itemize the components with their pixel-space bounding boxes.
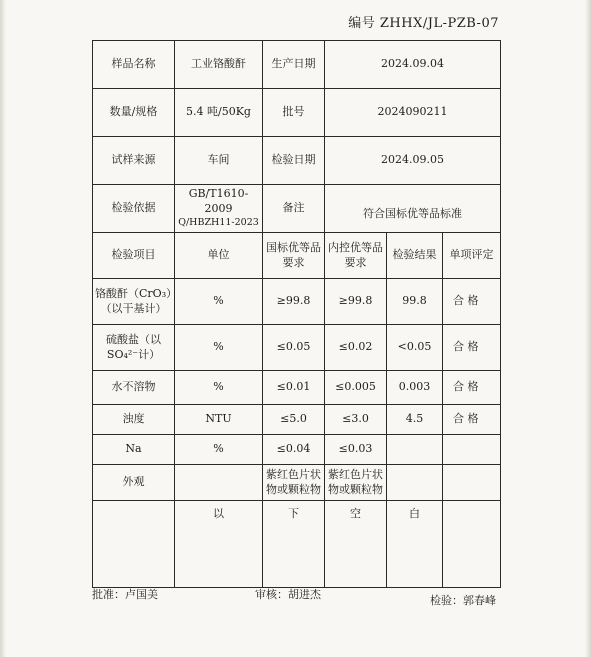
blank-mark-3: 空 bbox=[325, 501, 387, 588]
inspection-table bbox=[92, 40, 501, 588]
item-name-line2: （以干基计） bbox=[100, 301, 167, 315]
row-basis bbox=[93, 185, 501, 233]
source-label: 试样来源 bbox=[93, 137, 175, 185]
right-edge-shadow bbox=[585, 0, 591, 657]
item-name-line2: SO₄²⁻计） bbox=[106, 347, 161, 361]
item-national: ≤0.01 bbox=[263, 371, 325, 405]
basis-standard-2: Q/HBZH11-2023 bbox=[178, 216, 259, 228]
table-row bbox=[93, 435, 501, 465]
item-verdict bbox=[443, 435, 501, 465]
table-row bbox=[93, 405, 501, 435]
header-row bbox=[93, 233, 501, 279]
reviewed-by: 审核：胡进杰 bbox=[255, 588, 321, 601]
blank-cell bbox=[443, 501, 501, 588]
item-name: 浊度 bbox=[93, 405, 175, 435]
item-result: <0.05 bbox=[387, 325, 443, 371]
table-row bbox=[93, 325, 501, 371]
item-name: Na bbox=[93, 435, 175, 465]
sample-name-label: 样品名称 bbox=[93, 41, 175, 89]
blank-row bbox=[93, 501, 501, 588]
item-unit: % bbox=[175, 371, 263, 405]
item-verdict: 合 格 bbox=[443, 325, 501, 371]
header-result: 检验结果 bbox=[387, 233, 443, 279]
item-result: 99.8 bbox=[387, 279, 443, 325]
table-row bbox=[93, 279, 501, 325]
basis-standard-1: GB/T1610-2009 bbox=[188, 187, 249, 216]
header-unit: 单位 bbox=[175, 233, 263, 279]
inspect-date-value: 2024.09.05 bbox=[325, 137, 501, 185]
blank-cell bbox=[93, 501, 175, 588]
document-number: 编号 ZHHX/JL-PZB-07 bbox=[348, 16, 499, 31]
blank-mark-1: 以 bbox=[175, 501, 263, 588]
remark-value: 符合国标优等品标准 bbox=[325, 185, 501, 233]
item-unit bbox=[175, 465, 263, 501]
item-verdict: 合 格 bbox=[443, 405, 501, 435]
item-internal: ≤3.0 bbox=[325, 405, 387, 435]
item-internal: ≤0.005 bbox=[325, 371, 387, 405]
item-national: ≤0.04 bbox=[263, 435, 325, 465]
inspected-by: 检验：郭春峰 bbox=[430, 594, 496, 607]
header-verdict: 单项评定 bbox=[443, 233, 501, 279]
basis-label: 检验依据 bbox=[93, 185, 175, 233]
header-national: 国标优等品要求 bbox=[263, 233, 325, 279]
item-result: 4.5 bbox=[387, 405, 443, 435]
production-date-value: 2024.09.04 bbox=[325, 41, 501, 89]
item-national: 紫红色片状物或颗粒物 bbox=[263, 465, 325, 501]
basis-value bbox=[175, 185, 263, 233]
remark-label: 备注 bbox=[263, 185, 325, 233]
item-name: 水不溶物 bbox=[93, 371, 175, 405]
row-source bbox=[93, 137, 501, 185]
item-internal: ≤0.02 bbox=[325, 325, 387, 371]
item-unit: % bbox=[175, 325, 263, 371]
item-name-line1: 硫酸盐（以 bbox=[106, 332, 161, 346]
inspect-date-label: 检验日期 bbox=[263, 137, 325, 185]
item-result bbox=[387, 435, 443, 465]
item-unit: % bbox=[175, 435, 263, 465]
item-result: 0.003 bbox=[387, 371, 443, 405]
item-name-line1: 铬酸酐（CrO₃） bbox=[95, 286, 178, 300]
item-verdict bbox=[443, 465, 501, 501]
header-internal: 内控优等品要求 bbox=[325, 233, 387, 279]
item-national: ≤0.05 bbox=[263, 325, 325, 371]
item-internal: ≤0.03 bbox=[325, 435, 387, 465]
item-internal: 紫红色片状物或颗粒物 bbox=[325, 465, 387, 501]
production-date-label: 生产日期 bbox=[263, 41, 325, 89]
row-quantity bbox=[93, 89, 501, 137]
quantity-label: 数量/规格 bbox=[93, 89, 175, 137]
item-name bbox=[93, 325, 175, 371]
batch-value: 2024090211 bbox=[325, 89, 501, 137]
blank-mark-2: 下 bbox=[263, 501, 325, 588]
item-national: ≤5.0 bbox=[263, 405, 325, 435]
item-verdict: 合 格 bbox=[443, 371, 501, 405]
table-row bbox=[93, 465, 501, 501]
item-internal: ≥99.8 bbox=[325, 279, 387, 325]
item-unit: % bbox=[175, 279, 263, 325]
blank-mark-4: 白 bbox=[387, 501, 443, 588]
item-name: 外观 bbox=[93, 465, 175, 501]
item-name bbox=[93, 279, 178, 325]
source-value: 车间 bbox=[175, 137, 263, 185]
row-sample-name bbox=[93, 41, 501, 89]
header-item: 检验项目 bbox=[93, 233, 175, 279]
item-unit: NTU bbox=[175, 405, 263, 435]
left-edge-shadow bbox=[0, 0, 6, 657]
batch-label: 批号 bbox=[263, 89, 325, 137]
item-result bbox=[387, 465, 443, 501]
table-row bbox=[93, 371, 501, 405]
item-verdict: 合 格 bbox=[443, 279, 501, 325]
approved-by: 批准：卢国美 bbox=[92, 588, 158, 601]
sample-name-value: 工业铬酸酐 bbox=[175, 41, 263, 89]
quantity-value: 5.4 吨/50Kg bbox=[175, 89, 263, 137]
item-national: ≥99.8 bbox=[263, 279, 325, 325]
